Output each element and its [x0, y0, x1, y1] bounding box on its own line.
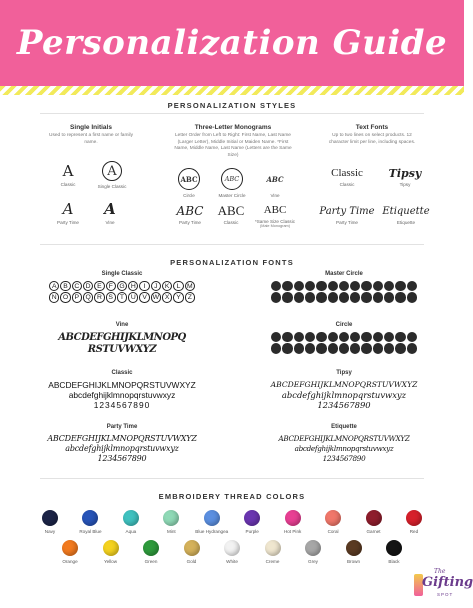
sample-same-size-classic-monogram: [254, 205, 296, 228]
thread-name: Coral: [327, 529, 339, 534]
sample-caption: Classic: [223, 220, 239, 225]
thread-swatch: [354, 510, 394, 534]
thread-swatch: [111, 510, 151, 534]
monogram-medallion: [384, 281, 394, 291]
thread-color-dot: [346, 540, 362, 556]
thread-color-dot: [204, 510, 220, 526]
bubble-letter: O: [60, 292, 70, 302]
thread-swatch: [394, 510, 434, 534]
monogram-medallion: [373, 292, 383, 302]
thread-name: Aqua: [125, 529, 137, 534]
thread-swatch: [50, 540, 90, 564]
font-classic: [20, 370, 224, 410]
thread-color-dot: [163, 510, 179, 526]
bubble-letter: R: [94, 292, 104, 302]
thread-swatch: [70, 510, 110, 534]
sample-caption: *Same Size Classic: [254, 219, 296, 224]
monogram-medallion: [407, 292, 417, 302]
sample-party-time-initial: [50, 202, 86, 225]
bubble-letter: J: [151, 281, 161, 291]
monogram-medallion: [305, 332, 315, 342]
font-etiquette: [244, 424, 444, 464]
font-digits: 1234567890: [322, 454, 366, 463]
gifting-spot-logo: [412, 568, 473, 604]
font-name: Single Classic: [101, 271, 143, 277]
sample-caption: Classic: [60, 182, 76, 187]
page-title: Personalization Guide: [16, 23, 448, 63]
logo-the: The: [434, 568, 446, 575]
thread-name: Garnet: [366, 529, 381, 534]
font-lowercase: abcdefghijklmnopqrstuvwxyz: [68, 390, 176, 400]
monogram-medallion: [350, 332, 360, 342]
sample-caption: Vine: [105, 220, 115, 225]
monogram-medallion: [316, 343, 326, 353]
monogram-medallion: [361, 292, 371, 302]
sample-classic-text: [322, 168, 372, 187]
fonts-section-title: PERSONALIZATION FONTS: [170, 258, 294, 267]
thread-swatch: [151, 510, 191, 534]
monogram-medallion: [328, 332, 338, 342]
monogram-medallion: [339, 343, 349, 353]
font-name: Master Circle: [325, 271, 363, 277]
thread-name: Blue Hydrangea: [195, 529, 229, 534]
thread-name: Royal Blue: [79, 529, 102, 534]
thread-color-dot: [224, 540, 240, 556]
monogram-medallion: [328, 281, 338, 291]
bubble-letter: Y: [173, 292, 183, 302]
font-uppercase: ABCDEFGHIJKLMNOPQRSTUVWXYZ: [270, 380, 418, 389]
thread-name: Yellow: [103, 559, 118, 564]
master-bubble-row: [244, 281, 444, 291]
thread-name: Mint: [166, 529, 176, 534]
sample-glyph: ABC: [178, 168, 200, 190]
text-fonts-heading: Text Fonts: [355, 124, 389, 131]
monogram-medallion: [350, 281, 360, 291]
thread-color-dot: [265, 540, 281, 556]
monogram-medallion: [339, 292, 349, 302]
monogram-medallion: [339, 281, 349, 291]
sample-caption: Classic: [339, 182, 355, 187]
sample-party-time-monogram: [172, 205, 208, 225]
monogram-medallion: [384, 343, 394, 353]
thread-name: Purple: [245, 529, 259, 534]
thread-color-dot: [325, 510, 341, 526]
monogram-medallion: [384, 292, 394, 302]
thread-swatch: [313, 510, 353, 534]
font-name: Classic: [111, 370, 133, 376]
thread-color-dot: [82, 510, 98, 526]
thread-color-dot: [184, 540, 200, 556]
thread-name: Green: [144, 559, 158, 564]
bubble-row: [20, 292, 224, 302]
font-name: Tipsy: [336, 370, 352, 376]
monogram-medallion: [407, 332, 417, 342]
single-initials-heading: Single Initials: [70, 124, 112, 131]
sample-single-classic-initial: [50, 164, 86, 187]
font-party-time: [20, 424, 224, 464]
three-letter-column: [170, 124, 296, 159]
thread-color-dot: [244, 510, 260, 526]
sample-vine-initial: [92, 202, 128, 225]
sample-glyph: ABC: [176, 204, 204, 218]
monogram-medallion: [373, 281, 383, 291]
monogram-medallion: [328, 292, 338, 302]
monogram-medallion: [282, 332, 292, 342]
monogram-medallion: [407, 281, 417, 291]
monogram-medallion: [395, 292, 405, 302]
thread-swatch: [293, 540, 333, 564]
font-circle: [244, 322, 444, 355]
font-digits: 1234567890: [93, 400, 151, 410]
thread-name: Navy: [44, 529, 56, 534]
thread-color-dot: [123, 510, 139, 526]
thread-name: White: [226, 559, 238, 564]
font-name: Party Time: [106, 424, 138, 430]
sample-glyph: A: [62, 200, 74, 218]
font-tipsy: [244, 370, 444, 410]
font-vine: [20, 322, 224, 356]
font-uppercase: ABCDEFGHIJKLMNOPQRSTUVWXYZ: [278, 434, 410, 443]
sample-caption: Party Time: [179, 220, 201, 225]
sample-caption: Single Classic: [97, 184, 127, 189]
sample-glyph: Classic: [331, 167, 363, 179]
monogram-medallion: [294, 292, 304, 302]
font-name: Vine: [115, 322, 129, 328]
sample-glyph: Tipsy: [388, 167, 422, 180]
divider: [40, 478, 424, 479]
three-letter-heading: Three-Letter Monograms: [194, 124, 272, 131]
font-uppercase: ABCDEFGHIJKLMNOPQRSTUVWXYZ: [47, 434, 197, 443]
sample-classic-monogram: [214, 204, 248, 225]
thread-swatch: [91, 540, 131, 564]
divider: [40, 244, 424, 245]
thread-swatch: [273, 510, 313, 534]
logo-sub: SPOT: [437, 592, 454, 597]
bubble-letter: P: [72, 292, 82, 302]
thread-row: [30, 540, 434, 564]
bubble-letter: S: [106, 292, 116, 302]
styles-section-title: PERSONALIZATION STYLES: [167, 101, 297, 110]
monogram-medallion: [395, 332, 405, 342]
bubble-letter: L: [173, 281, 183, 291]
master-bubble-row: [244, 292, 444, 302]
monogram-medallion: [361, 343, 371, 353]
bubble-letter: F: [106, 281, 116, 291]
three-letter-description: Letter Order from Left to Right: First Name, Last Name (Larger Letter), Middle Initial or Maiden Name. *First Name, Middle Name, Last Name (Letters are the Same Size): [174, 133, 292, 158]
master-bubble-row: [244, 343, 444, 353]
bubble-letter: E: [94, 281, 104, 291]
monogram-medallion: [271, 292, 281, 302]
monogram-medallion: [361, 332, 371, 342]
sample-glyph: ABC: [266, 174, 284, 184]
thread-color-dot: [285, 510, 301, 526]
monogram-medallion: [305, 292, 315, 302]
sample-party-time-text: [318, 207, 376, 225]
thread-color-dot: [366, 510, 382, 526]
sample-glyph: A: [102, 161, 122, 181]
decorative-stripe: [0, 86, 464, 95]
monogram-medallion: [271, 332, 281, 342]
sample-master-circle-monogram: [214, 168, 250, 198]
sample-caption: Etiquette: [396, 220, 416, 225]
thread-color-dot: [42, 510, 58, 526]
monogram-medallion: [350, 343, 360, 353]
bubble-letter: U: [128, 292, 138, 302]
sample-caption: Vine: [270, 193, 280, 198]
thread-swatch: [212, 540, 252, 564]
monogram-medallion: [282, 281, 292, 291]
sample-glyph: ABC: [263, 204, 287, 216]
font-digits: 1234567890: [317, 400, 371, 410]
bubble-letter: W: [152, 293, 160, 301]
thread-swatch: [232, 510, 272, 534]
bubble-letter: M: [185, 281, 195, 291]
monogram-medallion: [316, 292, 326, 302]
thread-name: Grey: [308, 559, 318, 564]
monogram-medallion: [305, 281, 315, 291]
bubble-letter: C: [72, 281, 82, 291]
vine-row-2: RSTUVWXYZ: [87, 344, 157, 355]
sample-vine-monogram: [260, 168, 290, 198]
bubble-letter: H: [128, 281, 138, 291]
bubble-letter: B: [60, 281, 70, 291]
font-uppercase: ABCDEFGHIJKLMNOPQRSTUVWXYZ: [48, 380, 196, 390]
single-initials-column: [46, 124, 136, 146]
monogram-medallion: [407, 343, 417, 353]
threads-section-title: EMBROIDERY THREAD COLORS: [158, 492, 306, 501]
vine-row-1: ABCDEFGHIJKLMNOPQ: [58, 332, 186, 343]
sample-caption: Circle: [183, 193, 195, 198]
sample-glyph: A: [104, 200, 116, 218]
bubble-letter: G: [117, 281, 127, 291]
font-digits: 1234567890: [97, 454, 147, 463]
monogram-medallion: [305, 343, 315, 353]
bubble-letter: K: [162, 281, 172, 291]
sample-note: (Male Monogram): [260, 224, 290, 228]
sample-single-classic-circle: [92, 161, 132, 189]
text-fonts-column: [324, 124, 420, 146]
thread-color-dot: [103, 540, 119, 556]
single-initials-description: Used to represent a first name or family name.: [49, 133, 133, 145]
bubble-letter: D: [83, 281, 93, 291]
thread-color-dot: [143, 540, 159, 556]
monogram-medallion: [294, 332, 304, 342]
thread-name: Orange: [62, 559, 78, 564]
sample-glyph: Party Time: [319, 206, 375, 217]
thread-swatch: [131, 540, 171, 564]
bubble-letter: X: [162, 292, 172, 302]
thread-grid: [30, 510, 434, 564]
sample-glyph: A: [62, 162, 74, 180]
thread-name: Red: [409, 529, 419, 534]
font-lowercase: abcdefghijklmnopqrstuvwxyz: [281, 390, 407, 400]
thread-name: Creme: [265, 559, 280, 564]
thread-name: Black: [388, 559, 400, 564]
monogram-medallion: [316, 281, 326, 291]
monogram-medallion: [282, 343, 292, 353]
thread-color-dot: [386, 540, 402, 556]
font-name: Etiquette: [331, 424, 357, 430]
monogram-medallion: [294, 281, 304, 291]
sample-etiquette-text: [378, 207, 434, 225]
sample-glyph: ABC: [217, 203, 245, 218]
bubble-letter: A: [49, 281, 59, 291]
sample-glyph: Etiquette: [382, 206, 430, 217]
monogram-medallion: [384, 332, 394, 342]
monogram-medallion: [395, 343, 405, 353]
monogram-medallion: [282, 292, 292, 302]
thread-color-dot: [305, 540, 321, 556]
bubble-letter: Z: [185, 292, 195, 302]
bubble-row: [20, 281, 224, 291]
sample-glyph: ABC: [221, 168, 243, 190]
thread-swatch: [374, 540, 414, 564]
thread-swatch: [192, 510, 232, 534]
font-lowercase: abcdefghijklmnopqrstuvwxyz: [294, 444, 394, 453]
monogram-medallion: [294, 343, 304, 353]
bubble-letter: N: [49, 292, 59, 302]
thread-name: Brown: [346, 559, 361, 564]
logo-name: Gifting: [422, 575, 473, 590]
sample-caption: Party Time: [336, 220, 358, 225]
bubble-letter: V: [139, 292, 149, 302]
monogram-medallion: [361, 281, 371, 291]
font-name: Circle: [335, 322, 353, 328]
bubble-letter: Q: [83, 292, 93, 302]
monogram-medallion: [350, 292, 360, 302]
divider: [40, 113, 424, 114]
monogram-medallion: [395, 281, 405, 291]
monogram-medallion: [328, 343, 338, 353]
monogram-medallion: [373, 343, 383, 353]
thread-color-dot: [62, 540, 78, 556]
font-master-circle: [244, 271, 444, 304]
monogram-medallion: [271, 281, 281, 291]
thread-swatch: [334, 540, 374, 564]
thread-swatch: [172, 540, 212, 564]
monogram-medallion: [271, 343, 281, 353]
monogram-medallion: [373, 332, 383, 342]
monogram-medallion: [316, 332, 326, 342]
sample-caption: Master Circle: [218, 193, 246, 198]
thread-swatch: [253, 540, 293, 564]
sample-caption: Tipsy: [399, 182, 411, 187]
text-fonts-description: Up to two lines on select products. 12 character limit per line, including spaces.: [328, 133, 416, 145]
thread-color-dot: [406, 510, 422, 526]
sample-circle-monogram: [174, 168, 204, 198]
sample-tipsy-text: [382, 168, 428, 187]
thread-row: [30, 510, 434, 534]
thread-name: Gold: [186, 559, 197, 564]
bubble-letter: I: [139, 281, 149, 291]
font-lowercase: abcdefghijklmnopqrstuvwxyz: [65, 444, 179, 453]
thread-name: Hot Pink: [283, 529, 302, 534]
header-banner: [0, 0, 464, 86]
font-single-classic: [20, 271, 224, 304]
monogram-medallion: [339, 332, 349, 342]
bubble-letter: T: [117, 292, 127, 302]
master-bubble-row: [244, 332, 444, 342]
thread-swatch: [30, 510, 70, 534]
sample-caption: Party Time: [57, 220, 79, 225]
